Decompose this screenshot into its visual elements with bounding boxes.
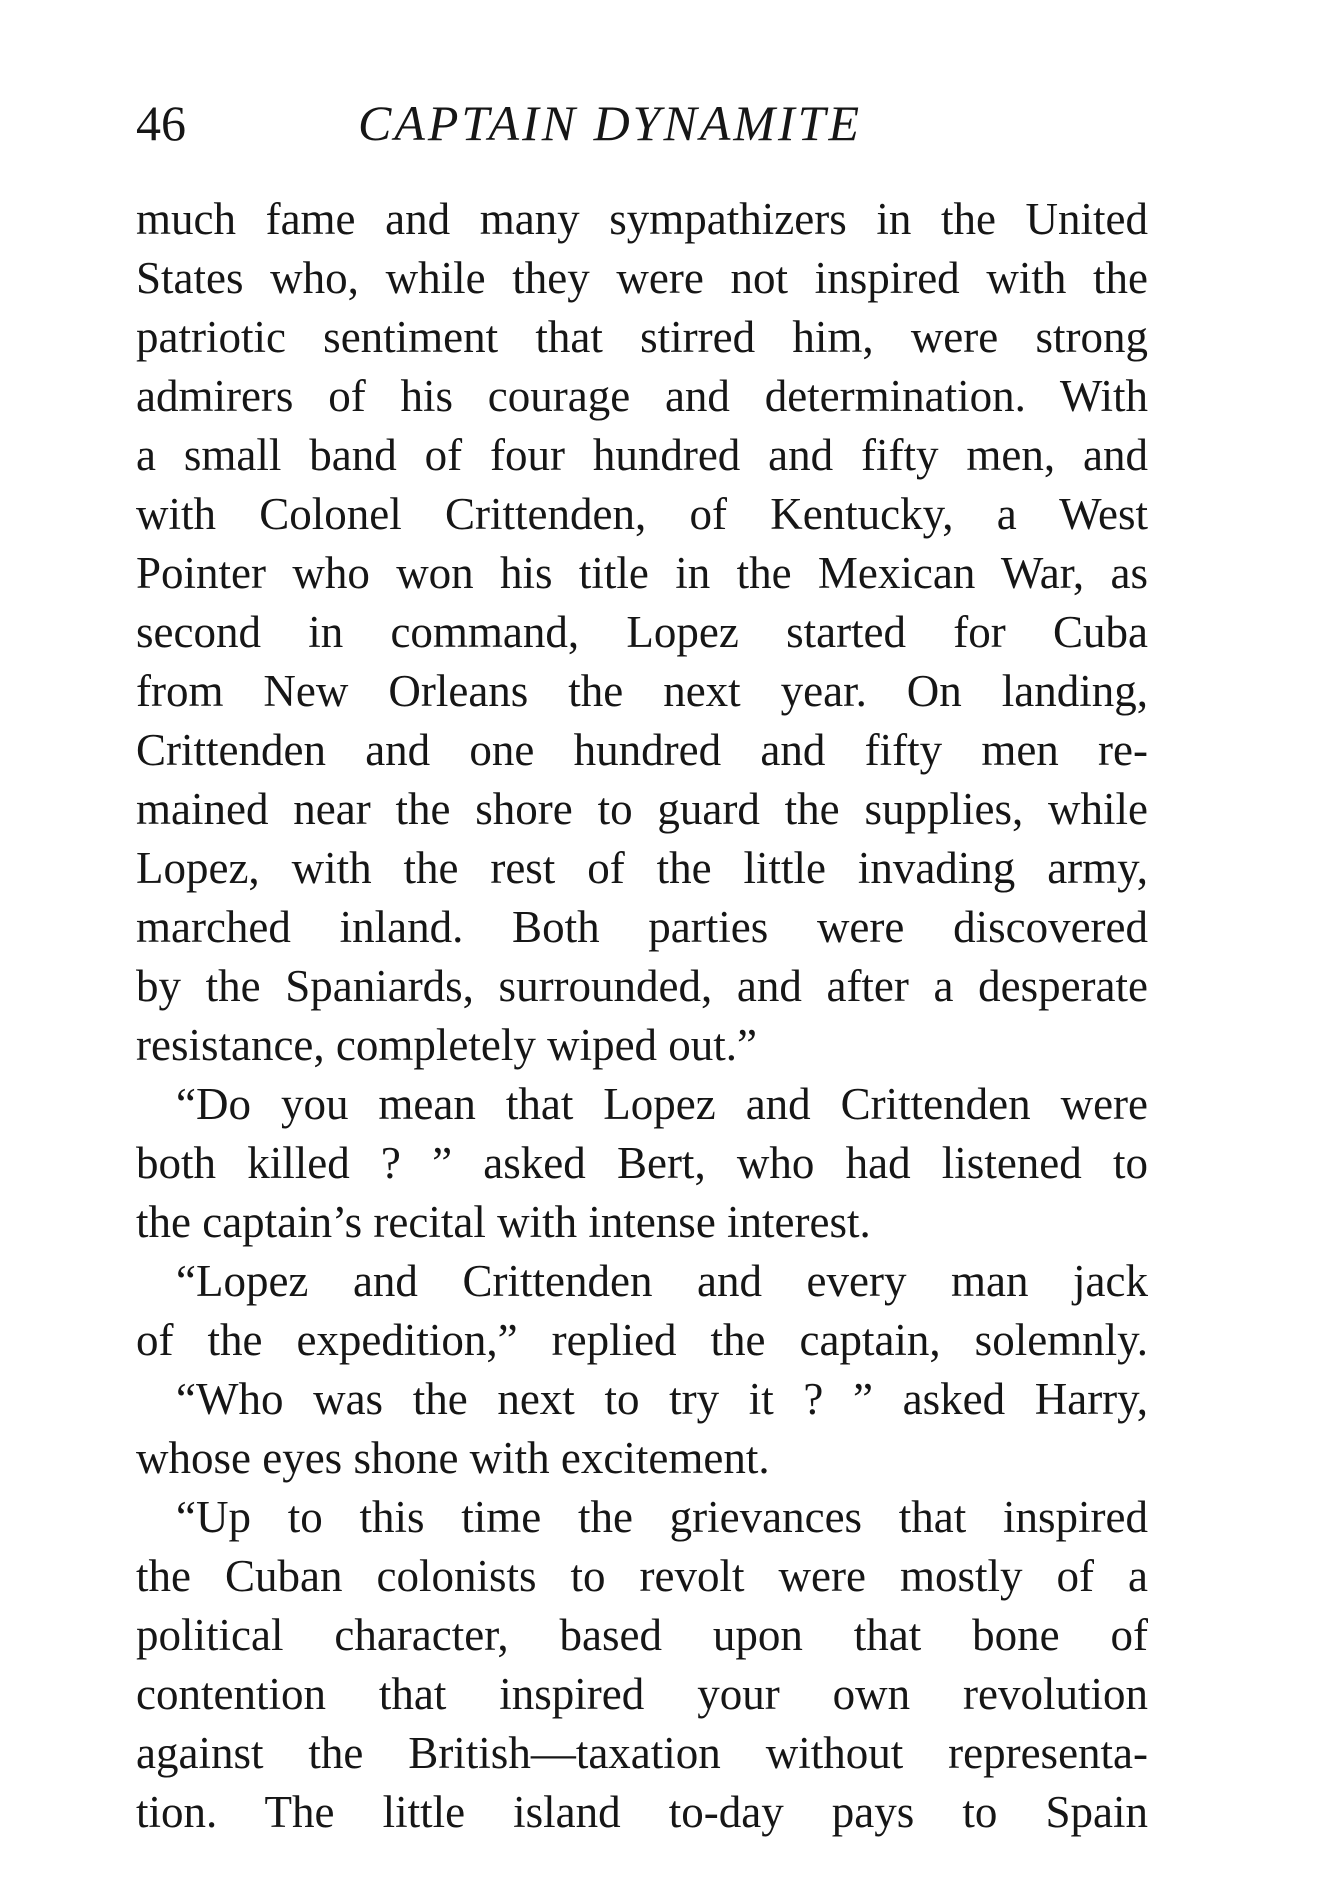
text-line: mained near the shore to guard the supplies, while: [136, 784, 1148, 834]
text-line: with Colonel Crittenden, of Kentucky, a West: [136, 489, 1148, 539]
running-title: CAPTAIN DYNAMITE: [358, 95, 863, 151]
text-line: contention that inspired your own revolution: [136, 1669, 1148, 1719]
text-line: admirers of his courage and determination. With: [136, 371, 1148, 421]
text-line: Lopez, with the rest of the little invading army,: [136, 843, 1148, 893]
text-line: of the expedition,” replied the captain, solemnly.: [136, 1315, 1148, 1365]
text-line: second in command, Lopez started for Cuba: [136, 607, 1148, 657]
text-line: tion. The little island to-day pays to Spain: [136, 1787, 1148, 1837]
running-head: [136, 88, 1146, 158]
text-line: against the British—taxation without representa-: [136, 1728, 1148, 1778]
text-line: marched inland. Both parties were discovered: [136, 902, 1148, 952]
text-line: resistance, completely wiped out.”: [136, 1020, 758, 1070]
text-line: whose eyes shone with excitement.: [136, 1433, 770, 1483]
text-line: Pointer who won his title in the Mexican War, as: [136, 548, 1148, 598]
text-line: political character, based upon that bone of: [136, 1610, 1148, 1660]
text-line: from New Orleans the next year. On landing,: [136, 666, 1148, 716]
text-line: patriotic sentiment that stirred him, were strong: [136, 312, 1148, 362]
text-line: a small band of four hundred and fifty men, and: [136, 430, 1148, 480]
page-number: 46: [136, 95, 186, 151]
text-line: by the Spaniards, surrounded, and after a desperate: [136, 961, 1148, 1011]
text-line: the captain’s recital with intense interest.: [136, 1197, 871, 1247]
text-line: “Up to this time the grievances that inspired: [176, 1492, 1148, 1542]
text-line: States who, while they were not inspired with the: [136, 253, 1148, 303]
body-text: [136, 190, 1148, 1842]
text-line: “Do you mean that Lopez and Crittenden were: [176, 1079, 1148, 1129]
text-line: much fame and many sympathizers in the United: [136, 194, 1148, 244]
text-line: Crittenden and one hundred and fifty men re-: [136, 725, 1148, 775]
text-line: “Lopez and Crittenden and every man jack: [176, 1256, 1148, 1306]
text-line: the Cuban colonists to revolt were mostly of a: [136, 1551, 1148, 1601]
text-line: both killed ? ” asked Bert, who had listened to: [136, 1138, 1148, 1188]
text-line: “Who was the next to try it ? ” asked Harry,: [176, 1374, 1148, 1424]
